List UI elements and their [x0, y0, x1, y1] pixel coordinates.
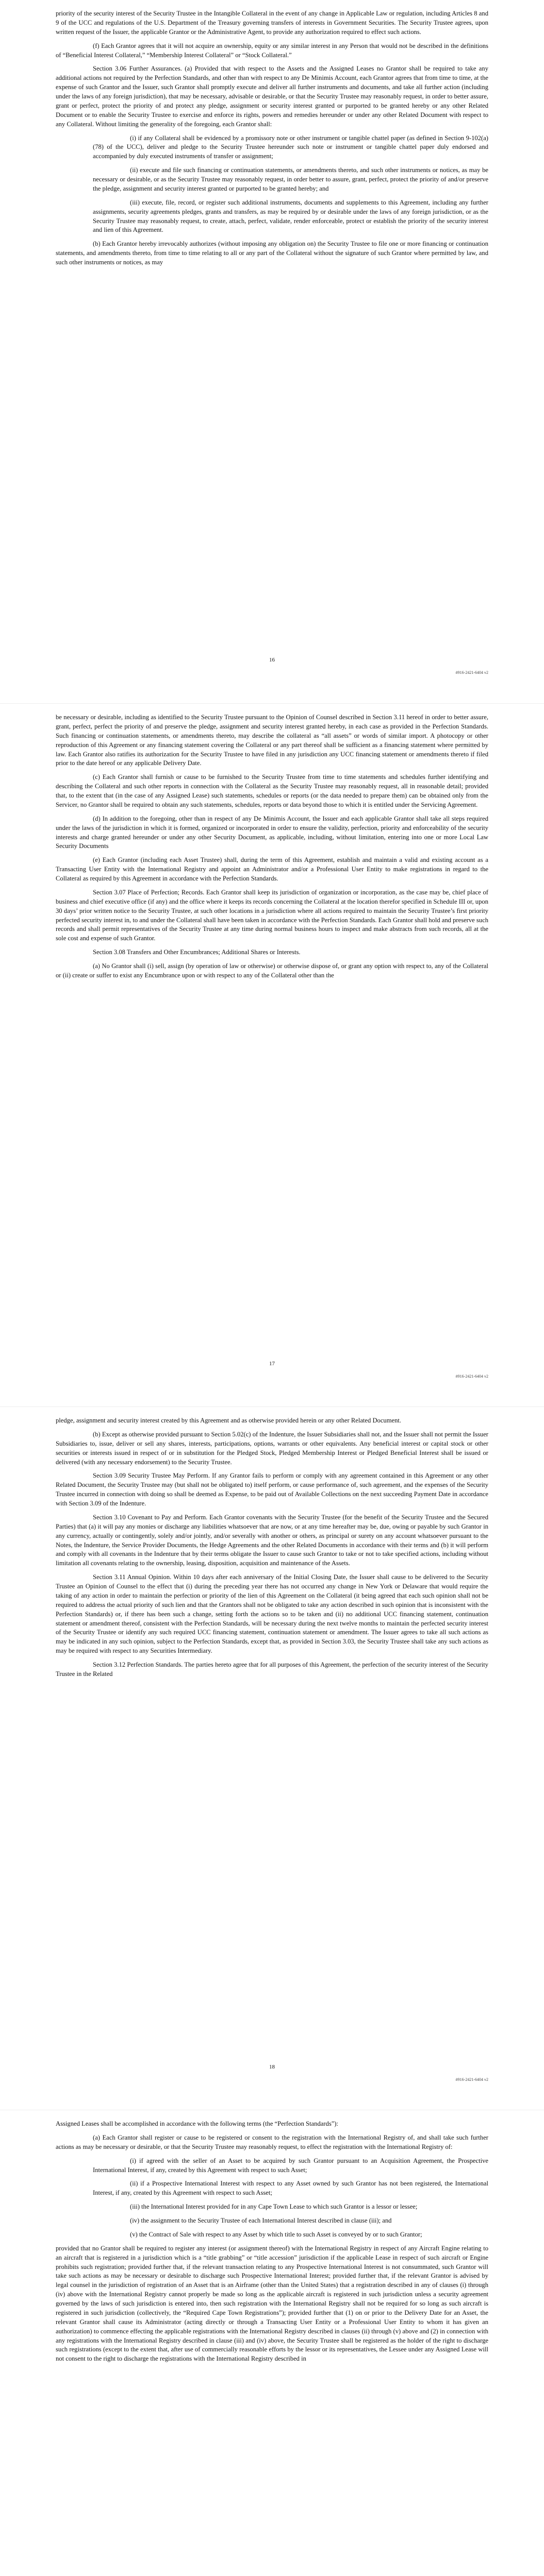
paragraph: (a) No Grantor shall (i) sell, assign (by operation of law or otherwise) or otherwise dispose of, or grant any option with respect to, any of the Collateral or (ii) create or suffer to exist any Encumbrance upon or with respect to any of the Collateral other than the — [56, 962, 488, 979]
paragraph: Section 3.07 Place of Perfection; Records. Each Grantor shall keep its jurisdiction of organization or incorporation, as the case may be, chief place of business and chief executive office (if any) and the office where it keeps its records concerning the Collateral at the location therefor specified in Schedule III or, upon 30 days’ prior written notice to the Security Trustee, at such other locations in a jurisdiction where all actions required to maintain the Security Trustee’s first priority perfected security interest in, to and under the Collateral shall have been taken in accordance with the Perfection Standards. Each Grantor shall hold and preserve such records and shall permit representatives of the Security Trustee at any time during normal business hours to inspect and make abstracts from such records, all at the sole cost and expense of such Grantor. — [56, 888, 488, 942]
paragraph: Assigned Leases shall be accomplished in accordance with the following terms (the “Perfection Standards”): — [56, 2120, 339, 2127]
paragraph: be necessary or desirable, including as identified to the Security Trustee pursuant to the Opinion of Counsel described in Section 3.11 hereof in order to better assure, grant, perfect, perfect the priority of and preserve the pledge, assignment and security interest granted hereby, in each case as provided in the Perfection Standards. Such financing or continuation statements, or amendments thereto, may describe the collateral as “all assets” or words of similar import. A photocopy or other reproduction of this Agreement or any financing statement covering the Collateral or any part thereof shall be sufficient as a financing statement where permitted by law. Each Grantor also ratifies its authorization for the Security Trustee to have filed in any jurisdiction any UCC financing statement or amendments thereto if filed prior to the date hereof or any applicable Delivery Date. — [56, 714, 488, 767]
section-heading: Section 3.08 Transfers and Other Encumbrances; Additional Shares or Interests. — [93, 948, 301, 956]
paragraph: (d) In addition to the foregoing, other than in respect of any De Minimis Account, the Issuer and each applicable Grantor shall take all steps required under the laws of the jurisdiction in which it is formed, organized or incorporated in order to ensure the validity, perfection, priority and enforceability of the security interests and charge granted hereunder or under any other Security Document, as applicable, including, without limitation, entering into one or more Local Law Security Documents — [56, 815, 488, 850]
paragraph: (i) if any Collateral shall be evidenced by a promissory note or other instrument or tangible chattel paper (as defined in Section 9-102(a)(78) of the UCC), deliver and pledge to the Security Trustee hereunder such note or instrument or tangible chattel paper duly endorsed and accompanied by duly executed instruments of transfer or assignment; — [93, 134, 488, 160]
paragraph: (e) Each Grantor (including each Asset Trustee) shall, during the term of this Agreement, establish and maintain a valid and existing account as a Transacting User Entity with the International Registry and appoint an Administrator and/or a Professional User Entity to make registrations in regard to the Collateral as required by this Agreement in accordance with the Perfection Standards. — [56, 856, 488, 882]
document-page — [0, 0, 544, 703]
paragraph: pledge, assignment and security interest created by this Agreement and as otherwise provided herein or any other Related Document. — [56, 1417, 402, 1424]
document-page — [0, 2110, 544, 2576]
paragraph: provided that no Grantor shall be required to register any interest (or assignment thereof) with the International Registry in respect of any Aircraft Engine relating to an aircraft that is registered in a jurisdiction which is a “title grabbing” or “title accession” jurisdiction if the applicable Lease in respect of such aircraft or Engine prohibits such registration; provided further that, if the relevant transaction relating to any Prospective International Interest is not consummated, such Grantor will take such actions as may be necessary or desirable to discharge such Prospective International Interest; provided further that, if the relevant Grantor is advised by legal counsel in the jurisdiction of registration of an Asset that is an Airframe (other than the United States) that a registration described in any of clauses (i) through (iv) above with the International Registry cannot properly be made so long as the applicable aircraft is registered in such jurisdiction unless a security agreement governed by the laws of such jurisdiction is entered into, then such registration with the International Registry shall not be required for so long as such aircraft is registered in such jurisdiction (collectively, the “Required Cape Town Registrations”); provided further that (1) on or prior to the Delivery Date for an Asset, the relevant Grantor shall cause its Administrator (acting directly or through a Transacting User Entity or a Professional User Entity to whom it has given an authorization) to commence effecting the applicable registrations with the International Registry described in clauses (ii) through (v) above and (2) in connection with any registrations with the International Registry described in clause (iii) and (iv) above, the Security Trustee shall be registered as the holder of the right to discharge such registrations (except to the extent that, after use of commercially reasonable efforts by the lessor or its representatives, the Lessee under any Assigned Lease will not consent to the right to discharge the registrations with the International Registry described in — [56, 2244, 488, 2363]
document-id: #916-2421-6404 v2 — [455, 2077, 488, 2082]
document-id: #916-2421-6404 v2 — [455, 670, 488, 675]
paragraph: (v) the Contract of Sale with respect to any Asset by which title to such Asset is conveyed by or to such Grantor; — [130, 2230, 422, 2238]
page-number: 16 — [269, 657, 275, 663]
paragraph: (ii) if a Prospective International Interest with respect to any Asset owned by such Grantor has not been registered, the International Interest, if any, created by this Agreement with respect to such Asset; — [93, 2180, 488, 2197]
paragraph: Section 3.09 Security Trustee May Perform. If any Grantor fails to perform or comply with any agreement contained in this Agreement or any other Related Document, the Security Trustee may (but shall not be obligated to) itself perform, or cause performance of, such agreement, and the expenses of the Security Trustee incurred in connection with doing so shall be deemed as Expense, to be paid out of Available Collections on the next succeeding Payment Date in accordance with Section 3.09 of the Indenture. — [56, 1472, 488, 1507]
page-number: 17 — [269, 1361, 275, 1367]
paragraph: (a) Each Grantor shall register or cause to be registered or consent to the registration with the International Registry of, and shall take such further actions as may be necessary or desirable, or that the Security Trustee may reasonably request, to effect the registration with the International Registry of: — [56, 2133, 488, 2150]
paragraph: (iii) execute, file, record, or register such additional instruments, documents and supplements to this Agreement, including any further assignments, security agreements pledges, grants and transfers, as may be required by or desirable under the laws of any foreign jurisdiction, or as the Security Trustee may reasonably request, to create, attach, perfect, validate, render enforceable, protect or establish the priority of the security interest and lien of this Agreement. — [93, 198, 488, 234]
paragraph: (f) Each Grantor agrees that it will not acquire an ownership, equity or any similar interest in any Person that would not be described in the definitions of “Beneficial Interest Collateral,” “Membership Interest Collateral” or “Stock Collateral.” — [56, 42, 488, 59]
document-id: #916-2421-6404 v2 — [455, 1374, 488, 1379]
paragraph: (i) if agreed with the seller of an Asset to be acquired by such Grantor pursuant to an Acquisition Agreement, the Prospective International Interest, if any, created by this Agreement with respect to such Asset; — [93, 2157, 488, 2174]
document-page — [0, 1406, 544, 2110]
paragraph: (iii) the International Interest provided for in any Cape Town Lease to which such Grantor is a lessor or lessee; — [130, 2203, 418, 2211]
paragraph: (b) Each Grantor hereby irrevocably authorizes (without imposing any obligation on) the Security Trustee to file one or more financing or continuation statements, and amendments thereto, from time to time relating to all or any part of the Collateral without the signature of such Grantor where permitted by law, and such other instruments or notices, as may — [56, 240, 488, 266]
paragraph: (c) Each Grantor shall furnish or cause to be furnished to the Security Trustee from time to time statements and schedules further identifying and describing the Collateral and such other reports in connection with the Collateral as the Security Trustee may reasonably request, all in reasonable detail; provided that, to the extent that (in the case of any Assigned Lease) such statements, schedules or reports (or the data needed to prepare them) can be obtained only from the Servicer, no Grantor shall be required to obtain any such statements, schedules, reports or data beyond those to which it is entitled under the Servicing Agreement. — [56, 773, 488, 808]
paragraph: Section 3.11 Annual Opinion. Within 10 days after each anniversary of the Initial Closing Date, the Issuer shall cause to be delivered to the Security Trustee an Opinion of Counsel to the effect that (i) during the preceding year there has not occurred any change in New York or Delaware that would require the taking of any action in order to maintain the perfection or priority of the lien of this Agreement on the Collateral (it being agreed that each such opinion shall not be required to address the actual priority of such lien and that the Grantors shall not be obligated to take any action described in such opinion that is inconsistent with the Perfection Standards) or, if there has been such a change, setting forth the actions so to be taken and (ii) no additional UCC financing statement, continuation statement or amendment thereof, consistent with the Perfection Standards, will be necessary during the next twelve months to maintain the perfected security interest of the Security Trustee or identify any such required UCC financing statement, continuation statement or amendment. The Issuer agrees to take all such actions as may be indicated in any such opinion, subject to the Perfection Standards, except that, as provided in Section 3.03, the Security Trustee shall take any such actions as may be required with respect to any Securities Intermediary. — [56, 1573, 488, 1655]
paragraph: Section 3.10 Covenant to Pay and Perform. Each Grantor covenants with the Security Trustee (for the benefit of the Security Trustee and the Secured Parties) that (a) it will pay any monies or discharge any liabilities whatsoever that are now, or at any time hereafter may be, due, owing or payable by such Grantor in any currency, actually or contingently, solely and/or jointly, and/or severally with another or others, as principal or surety on any account whatsoever pursuant to the Notes, the Indenture, the Service Provider Documents, the Hedge Agreements and the other Related Documents in accordance with their terms and (b) it will perform and comply with all covenants in the Indenture that by their terms obligate the Issuer to cause such Grantor to take or not to take specified actions, including without limitation all covenants relating to the ownership, leasing, disposition, acquisition and maintenance of the Assets. — [56, 1513, 488, 1567]
paragraph: (iv) the assignment to the Security Trustee of each International Interest described in clause (iii); and — [130, 2217, 392, 2224]
paragraph: priority of the security interest of the Security Trustee in the Intangible Collateral in the event of any change in Applicable Law or regulation, including Articles 8 and 9 of the UCC and regulations of the U.S. Department of the Treasury governing transfers of interests in Government Securities. The Security Trustee agrees, upon written request of the Issuer, the applicable Grantor or the Administrative Agent, to provide any authorization required to effect such actions. — [56, 10, 488, 36]
paragraph: Section 3.12 Perfection Standards. The parties hereto agree that for all purposes of this Agreement, the perfection of the security interest of the Security Trustee in the Related — [56, 1661, 488, 1677]
paragraph: (ii) execute and file such financing or continuation statements, or amendments thereto, and such other instruments or notices, as may be necessary or desirable, or as the Security Trustee may reasonably request, in order better to assure, grant, perfect, protect the priority of and/or preserve the pledge, assignment and security interest granted or purported to be granted hereby; and — [93, 166, 488, 192]
paragraph: (b) Except as otherwise provided pursuant to Section 5.02(c) of the Indenture, the Issuer Subsidiaries shall not, and the Issuer shall not permit the Issuer Subsidiaries to, issue, deliver or sell any shares, interests, participations, options, warrants or other equivalents. Any beneficial interest or capital stock or other securities or interests issued in respect of or in substitution for the Pledged Stock, Pledged Membership Interest or Pledged Beneficial Interest shall be issued or delivered (with any necessary endorsement) to the Security Trustee. — [56, 1430, 488, 1466]
page-number: 18 — [269, 2064, 275, 2070]
document-page — [0, 703, 544, 1406]
paragraph: Section 3.06 Further Assurances. (a) Provided that with respect to the Assets and the Assigned Leases no Grantor shall be required to take any additional actions not required by the Perfection Standards, and other than with respect to any De Minimis Account, each Grantor agrees that from time to time, at the expense of such Grantor and the Issuer, such Grantor shall promptly execute and deliver all further instruments and documents, and take all further action (including under the laws of any foreign jurisdiction), that may be necessary, advisable or desirable, or that the Security Trustee may reasonably request, in order to better assure, grant or perfect, protect the priority of and protect any pledge, assignment or security interest granted or purported to be granted hereby or any other Related Document or to enable the Security Trustee to exercise and enforce its rights, powers and remedies hereunder or under any other Related Document with respect to any Collateral. Without limiting the generality of the foregoing, each Grantor shall: — [56, 65, 488, 128]
